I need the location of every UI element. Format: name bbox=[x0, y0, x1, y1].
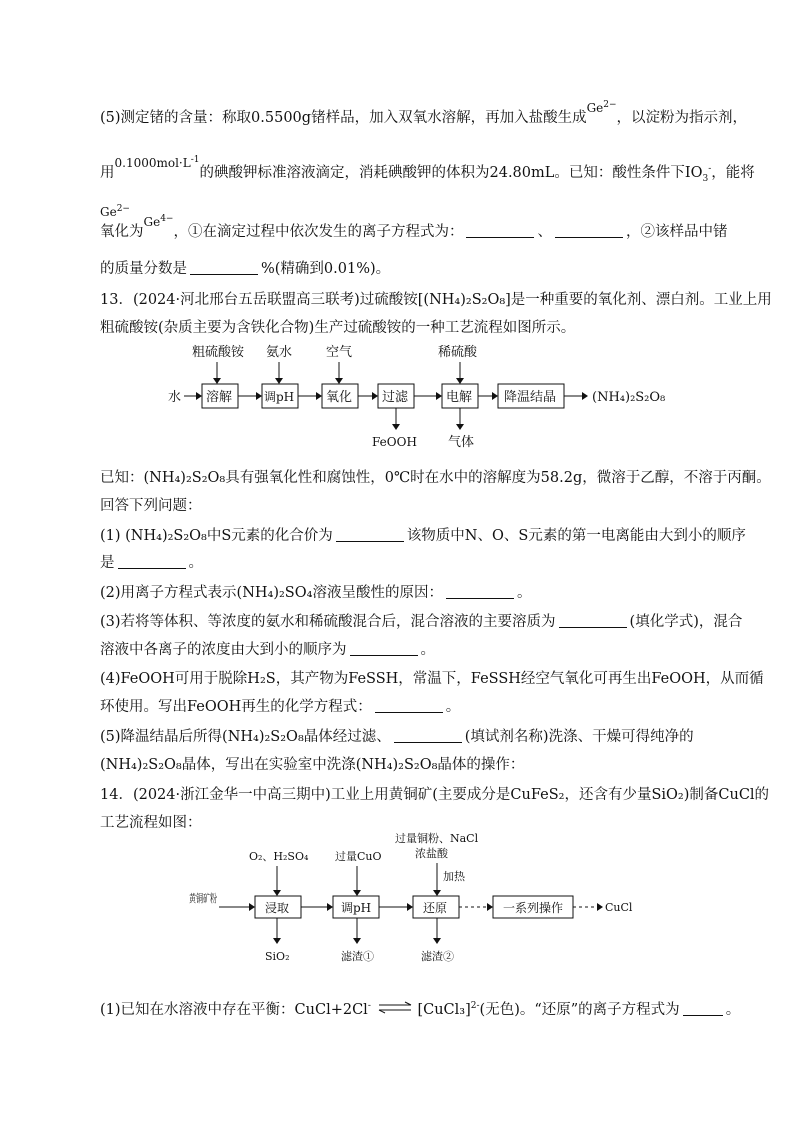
arrow-head bbox=[275, 378, 283, 384]
output-label: FeOOH bbox=[372, 435, 417, 449]
output-label: SiO₂ bbox=[265, 950, 290, 963]
ge-ion-2: $Ge^{2-}$ bbox=[100, 204, 130, 219]
input-label: 浓盐酸 bbox=[415, 847, 448, 860]
q12-line-4: 的质量分数是 %(精确到0.01%)。 bbox=[100, 261, 391, 277]
answer-blank[interactable] bbox=[683, 1001, 723, 1016]
input-label: O₂、H₂SO₄ bbox=[249, 850, 309, 863]
arrow-head bbox=[456, 378, 464, 384]
box-label: 溶解 bbox=[206, 390, 233, 405]
box-label: 过滤 bbox=[382, 390, 409, 405]
arrow-head bbox=[335, 378, 343, 384]
q13-part-5a: (5)降温结晶后所得(NH₄)₂S₂O₈晶体经过滤、 (填试剂名称)洗涤、干燥可得纯净的 bbox=[100, 729, 694, 745]
start-label: 水 bbox=[168, 390, 182, 405]
box-label: 浸取 bbox=[265, 901, 290, 915]
q13-part-5b: (NH₄)₂S₂O₈晶体，写出在实验室中洗涤(NH₄)₂S₂O₈晶体的操作： bbox=[100, 757, 525, 773]
q12-line-3: $Ge^{2-}$ 氧化为$^{Ge^{4-}}$，①在滴定过程中依次发生的离子方程式为： 、 ，②该样品中锗 bbox=[100, 204, 728, 240]
q14-title-2: 工艺流程如图： bbox=[100, 815, 202, 831]
box-label: 氧化 bbox=[326, 390, 353, 405]
input-label: 空气 bbox=[326, 345, 353, 360]
answer-blank[interactable] bbox=[350, 641, 418, 656]
answer-blank[interactable] bbox=[555, 223, 623, 238]
q13-part-3a: (3)若将等体积、等浓度的氨水和稀硫酸混合后，混合溶液的主要溶质为 (填化学式)，混合 bbox=[100, 614, 743, 630]
ge-ion-4: Ge4− bbox=[143, 214, 174, 229]
arrow-head bbox=[213, 378, 221, 384]
input-label: 加热 bbox=[443, 870, 465, 883]
answer-blank[interactable] bbox=[375, 698, 443, 713]
box-label: 调pH bbox=[341, 901, 372, 915]
answer-blank[interactable] bbox=[559, 613, 627, 628]
input-label: 稀硫酸 bbox=[438, 345, 478, 360]
q13-part-4b: 环使用。写出FeOOH再生的化学方程式： 。 bbox=[100, 699, 461, 715]
box-label: 电解 bbox=[446, 390, 473, 405]
output-label: 滤渣② bbox=[421, 950, 454, 963]
q13-part-3b: 溶液中各离子的浓度由大到小的顺序为 。 bbox=[100, 642, 435, 658]
output-label: 气体 bbox=[448, 435, 475, 450]
q13-part-1a: (1) (NH₄)₂S₂O₈中S元素的化合价为 该物质中N、O、S元素的第一电离能由大到小的顺序 bbox=[100, 528, 746, 544]
input-label: 过量铜粉、NaCl bbox=[395, 832, 479, 845]
box-label: 调pH bbox=[264, 390, 295, 404]
q13-flow-diagram bbox=[160, 340, 680, 452]
start-label: 黄铜矿粉 bbox=[189, 892, 233, 905]
q14-title-1: 14．(2024·浙江金华一中高三期中)工业上用黄铜矿(主要成分是CuFeS₂，还含有少量SiO₂)制备CuCl的 bbox=[100, 787, 770, 803]
product-label: CuCl bbox=[605, 901, 633, 914]
q14-part-1: (1)已知在水溶液中存在平衡：CuCl+2Cl- [CuCl₃]$^{2-}$(无色)。“还原”的离子方程式为 。 bbox=[100, 1001, 741, 1018]
q13-known-2: 回答下列问题： bbox=[100, 498, 202, 514]
q13-part-4a: (4)FeOOH可用于脱除H₂S，其产物为FeSSH，常温下，FeSSH经空气氧化可再生出FeOOH，从而循 bbox=[100, 671, 764, 687]
input-label: 粗硫酸铵 bbox=[192, 345, 245, 360]
q12-line-2: 用$^{0.1000mol\cdot L^{-1}}$的碘酸钾标准溶液滴定，消耗碘酸钾的体积为24.80mL。已知：酸性条件下$IO_3^-$，能将 bbox=[100, 155, 755, 184]
q13-part-2: (2)用离子方程式表示(NH₄)₂SO₄溶液呈酸性的原因： 。 bbox=[100, 585, 532, 601]
box-label: 降温结晶 bbox=[504, 390, 557, 405]
answer-blank[interactable] bbox=[446, 584, 514, 599]
answer-blank[interactable] bbox=[466, 223, 534, 238]
output-label: 滤渣① bbox=[341, 950, 374, 963]
equilibrium-arrow-icon bbox=[377, 1001, 415, 1015]
q13-known-1: 已知：(NH₄)₂S₂O₈具有强氧化性和腐蚀性，0℃时在水中的溶解度为58.2g，微溶于乙醇，不溶于丙酮。 bbox=[100, 470, 771, 486]
q13-title-2: 粗硫酸铵(杂质主要为含铁化合物)生产过硫酸铵的一种工艺流程如图所示。 bbox=[100, 320, 576, 336]
concentration: 0.1000mol·L-1 bbox=[114, 155, 200, 170]
input-label: 过量CuO bbox=[335, 850, 382, 863]
q12-line-1: (5)测定锗的含量：称取0.5500g锗样品，加入双氧水溶解，再加入盐酸生成$^{Ge^{2-}}$，以淀粉为指示剂， bbox=[100, 100, 748, 126]
answer-blank[interactable] bbox=[394, 728, 462, 743]
q13-part-1b: 是 。 bbox=[100, 555, 203, 571]
input-label: 氨水 bbox=[266, 345, 293, 360]
answer-blank[interactable] bbox=[336, 527, 404, 542]
ge-ion: Ge2− bbox=[586, 100, 617, 115]
box-label: 一系列操作 bbox=[503, 901, 564, 915]
q13-title-1: 13．(2024·河北邢台五岳联盟高三联考)过硫酸铵[(NH₄)₂S₂O₈]是一种重要的氧化剂、漂白剂。工业上用 bbox=[100, 292, 772, 308]
answer-blank[interactable] bbox=[118, 554, 186, 569]
box-label: 还原 bbox=[423, 901, 448, 915]
q14-flow-diagram bbox=[185, 830, 655, 975]
answer-blank[interactable] bbox=[190, 260, 258, 275]
product-label: (NH₄)₂S₂O₈ bbox=[592, 390, 666, 405]
